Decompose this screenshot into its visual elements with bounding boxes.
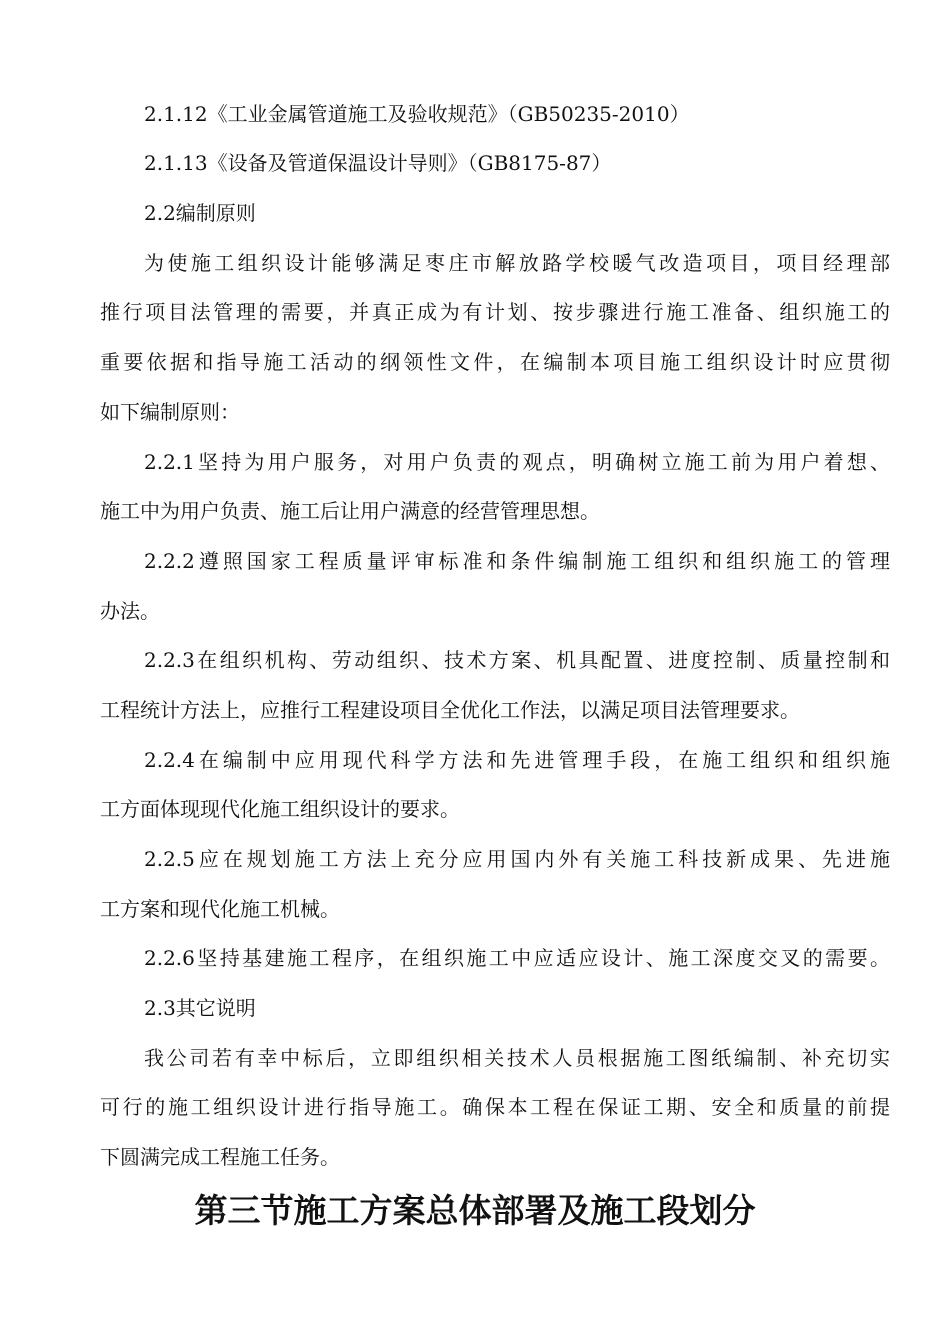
section-heading: 第三节施工方案总体部署及施工段划分: [194, 1191, 756, 1230]
principle-2-2-3: 2.2.3在组织机构、劳动组织、技术方案、机具配置、进度控制、质量控制和: [144, 648, 890, 672]
principle-2-2-5: 2.2.5应在规划施工方法上充分应用国内外有关施工科技新成果、先进施: [144, 847, 890, 871]
principle-2-2-6: 2.2.6坚持基建施工程序，在组织施工中应适应设计、施工深度交叉的需要。: [144, 946, 890, 970]
paragraph-line: 办法。: [100, 599, 160, 623]
principle-2-2-2: 2.2.2遵照国家工程质量评审标准和条件编制施工组织和组织施工的管理: [144, 549, 890, 573]
paragraph-line: 施工中为用户负责、施工后让用户满意的经营管理思想。: [100, 499, 600, 523]
paragraph-line: 工方案和现代化施工机械。: [100, 897, 340, 921]
paragraph-line: 下圆满完成工程施工任务。: [100, 1145, 340, 1169]
paragraph-line: 可行的施工组织设计进行指导施工。确保本工程在保证工期、安全和质量的前提: [100, 1095, 890, 1119]
paragraph-line: 重要依据和指导施工活动的纲领性文件，在编制本项目施工组织设计时应贯彻: [100, 350, 890, 374]
paragraph-line: 我公司若有幸中标后，立即组织相关技术人员根据施工图纸编制、补充切实: [144, 1046, 890, 1070]
principle-2-2-4: 2.2.4在编制中应用现代科学方法和先进管理手段，在施工组织和组织施: [144, 748, 890, 772]
standard-2-1-13: 2.1.13《设备及管道保温设计导则》（GB8175-87）: [144, 151, 612, 175]
subsection-heading-2-3: 2.3其它说明: [144, 996, 256, 1020]
paragraph-line: 如下编制原则：: [100, 400, 240, 424]
standard-2-1-12: 2.1.12《工业金属管道施工及验收规范》（GB50235-2010）: [144, 102, 690, 126]
paragraph-line: 工程统计方法上，应推行工程建设项目全优化工作法，以满足项目法管理要求。: [100, 698, 800, 722]
paragraph-line: 工方面体现现代化施工组织设计的要求。: [100, 797, 460, 821]
principle-2-2-1: 2.2.1坚持为用户服务，对用户负责的观点，明确树立施工前为用户着想、: [144, 450, 890, 474]
paragraph-line: 为使施工组织设计能够满足枣庄市解放路学校暖气改造项目，项目经理部: [144, 251, 890, 275]
subsection-heading-2-2: 2.2编制原则: [144, 201, 256, 225]
paragraph-line: 推行项目法管理的需要，并真正成为有计划、按步骤进行施工准备、组织施工的: [100, 300, 890, 324]
